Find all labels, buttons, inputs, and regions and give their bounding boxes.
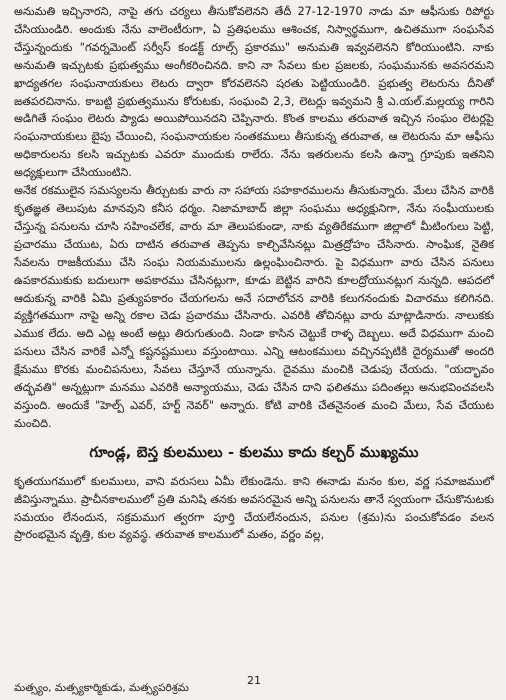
- body-text-after-heading: [14, 473, 494, 545]
- page-number: 21: [247, 674, 261, 687]
- paragraph-3: కృతయుగములో కులములు, వాని వరుసలు ఏమీ లేకుండెను. కాని ఈనాడు మనం కుల, వర్ణ సమాజములో జీవిస్తున్నాము. ప్రాచీనకాలములో ప్రతి మనిషి తనకు అవసరమైన అన్ని పనులను తానే స్వయంగా చేసుకొనుటకు సమయం లేనందున, సక్రమముగ త్వరగా పూర్తి చేయలేనందున, పనుల (శ్రమ)ను పంచుకోవడం వలన ప్రారంభమైన వృత్తి, కుల వ్యవస్థ. తరువాత కాలములో మతం, వర్ణం వల్ల,: [14, 474, 494, 542]
- section-heading: గూండ్ల, బెస్త కులములు - కులము కాదు కల్చర్ ముఖ్యము: [89, 444, 419, 461]
- page-footer: [14, 674, 494, 696]
- book-title: మత్స్యం, మత్స్యకార్మికుడు, మత్స్యపరిశ్రమ: [14, 682, 189, 694]
- body-text: [14, 3, 494, 433]
- paragraph-1: అనుమతి ఇచ్చినారని, నాపై తగు చర్యలు తీసుకోవలెనని తేదీ 27-12-1970 నాడు మా ఆఫీసుకు రిపోర్టు చేసియుండిరి. అందుకు నేను వాలెంటీరుగా, ఏ ప్రతిఫలము ఆశించక, నిస్వార్థముగా, ఉచితముగా సంఘసేవ చేస్తున్నందుకు "గవర్నమెంట్ సర్వీస్ కండక్ట్ రూల్స్ ప్రకారము" అనుమతి ఇవ్వవలెనని కోరియుంటిని. నాకు అనుమతి ఇచ్చుటకు ప్రభుత్వము అంగీకరించినది. కాని నా సేవలు కుల ప్రజలకు, సంఘమునకు అవసరమని ఖాద్యతగల సంఘనాయకులు లెటరు ద్వారా కోరవలెనని షరతు పెట్టియుండిరి. ప్రభుత్వ లెటరును దీనితో జతపరచినాను. కాబట్టి ప్రభుత్వమును కోరుటకు, సంఘంవి 2,3, లెటర్లు ఇవ్వమని శ్రీ ఎ.యల్.మల్లయ్య గారిని అడిగితే సంఘం లెటరు ప్యాడు అయిపోయినదని చెప్పినారు. కొంత కాలము తరువాత ఇచ్చిన సంఘం లెటర్లపై సంఘనాయకులు బైపు చేయించి, సంఘనాయకుల సంతకములు తీసుకున్న తరువాత, ఆ లెటరును మా ఆఫీసు అధికారులను కలసి ఇచ్చుటకు ఎవరూ ముందుకు రాలేరు. నేను ఇతరులను కలసి ఉన్నా గ్రూపుకు ఇతనిని అధ్యక్షులుగా చేసియుంటిని.: [14, 5, 494, 180]
- paragraph-2: అనేక రకములైన సమస్యలను తీర్చుటకు వారు నా సహాయ సహకారములను తీసుకున్నారు. మేలు చేసిన వారికి కృతజ్ఞత తెలుపుట మానవుని కనీస ధర్మం. నిజామాబాద్ జిల్లా సంఘము అధ్యక్షునిగా, నేను సంఘీయులకు చేస్తున్న పనులను చూసి సహించలేక, వారు మా తెలుపకుండా, నాకు వ్యతిరేకముగా జిల్లాలో మీటింగులు పెట్టి, ప్రచారము చేయుట, ఏరు దాటిన తరువాత తెప్పను కాల్చివేసినట్లు మిత్రద్రోహం చేసినారు. సాంఘిక, నైతిక సేవలను రాజకీయము చేసి సంఘ నియమములను ఉల్లంఘించినారు. పై విధముగా వారు చేసిన పనులు ఉపకారముకుకు బదులుగా అపకారము చేసినట్లుగా, కూడు బెట్టిన వారిని కూలద్రోయునట్లుగ నున్నది. ఆపదలో ఆదుకున్న వారికి ఏమి ప్రత్యుపకారం చేయగలను అనే సదాలోచన వారికి కలుగనందుకు విచారము కలిగినది. వ్యక్తిగతముగా నాపై అన్ని రకాల చెడు ప్రచారము చేసినారు. ఎవరికి తోచినట్లు వారు మాట్లాడినారు. నాలుకకు ఎముక లేదు. అది ఎట్ల అంటే అట్లు తిరుగుతుంది. నిండా కాసిన చెట్టుకే రాళ్ళ దెబ్బలు. అదే విధముగా మంచి పనులు చేసిన వారికే ఎన్నో కష్టనష్టములు వస్తుంటాయి. ఎన్ని ఆటంకములు వచ్చినప్పటికి దైర్యముతో అందరి క్షేమము కొరకు మంచిపనులు, సేవలు చేస్తూనే యున్నాను. దైవము మంచికి చెడుపు చేయదు. "యద్భావం తద్భవతి" అన్నట్లుగా మనము ఎవరికి అన్యాయము, చెడు చేసిన దాని ఫలితము పదింతల్లు అనుభవించవలసి వస్తుంది. అందుకే "హెల్ప్ ఎవర్, హర్ట్ నెవర్" అన్నారు. కోటి వారికి చేతనైనంత మంచి మేలు, సేవ చేయుట మంచిది.: [14, 184, 494, 430]
